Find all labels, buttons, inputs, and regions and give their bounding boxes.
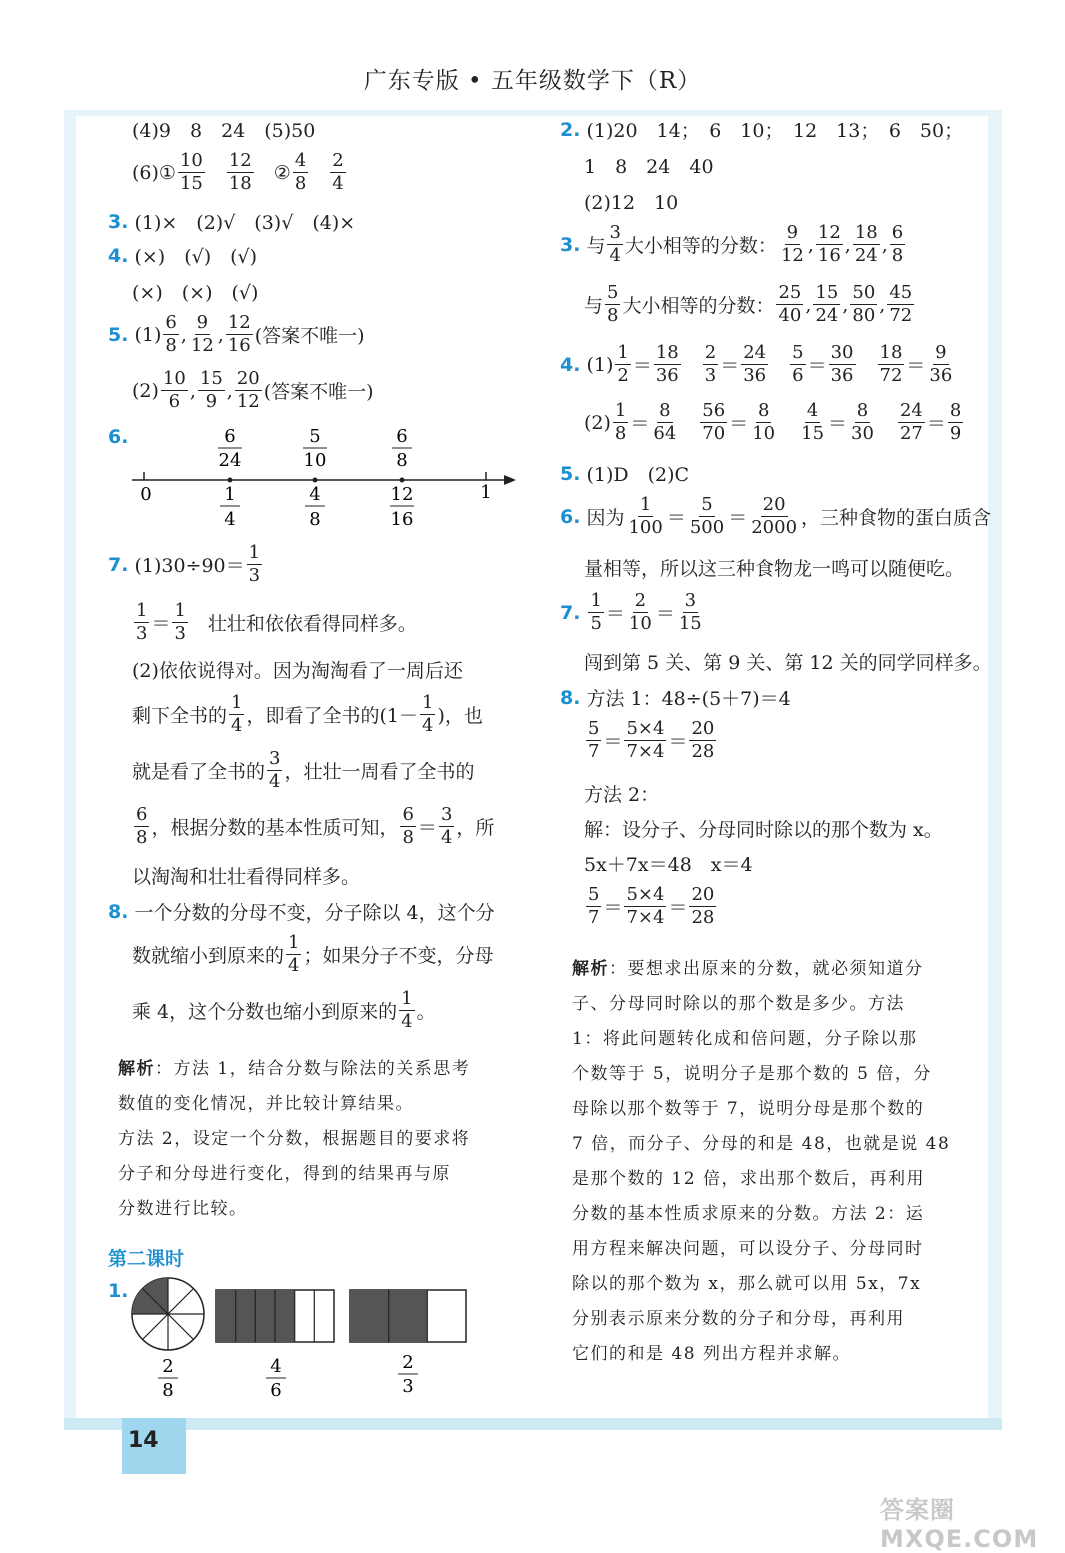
right-explanation: 解析：要想求出原来的分数，就必须知道分 子、分母同时除以的那个数是多少。方法 1：将此问题转化成和倍问题，分子除以那 个数等于 5，说明分子是那个数的 5 倍，分 母除以那个数等于 7，说明分母是那个数的 7 倍，而分子、分母的和是 48，也就是说 48 是那个数的 12 倍，求出那个数后，再利用 分数的基本性质求原来的分数。方法 2：运 用方程来解决问题，可以设分子、分母同时 除以的那个数为 x，那么就可以用 5x，7x 分别表示原来分数的分子和分母，再利用 它们的和是 48 列出方程并求解。: [572, 959, 951, 1364]
question-7-f: $\frac{6}{8}$ ，根据分数的基本性质可知， $\frac{6}{8}$ ＝ $\frac{3}{4}$ ，所: [136, 804, 495, 848]
fraction: $\frac{1}{3}$: [248, 542, 261, 586]
bar-sixths: [216, 1290, 334, 1342]
question-1-label: 1.: [108, 1280, 129, 1302]
svg-text:5: 5: [309, 426, 321, 447]
left-explanation: 解析：方法 1，结合分数与除法的关系思考 数值的变化情况，并比较计算结果。 方法 2，设定一个分数，根据题目的要求将 分子和分母进行变化，得到的结果再与原 分数进行比较。: [118, 1059, 471, 1219]
question-4: 4. (×) (√) (√): [108, 244, 258, 268]
svg-text:4: 4: [309, 484, 321, 505]
fraction: $\frac{1}{3}$: [174, 600, 186, 644]
fraction: $\frac{3}{4}$: [440, 804, 453, 848]
question-7-e: 就是看了全书的 $\frac{3}{4}$ ，壮壮一周看了全书的: [132, 748, 475, 792]
answer-6: (6)① $\frac{10}{15}$ $\frac{12}{18}$ ② $\frac{4}{8}$ $\frac{2}{4}$: [132, 150, 344, 194]
svg-text:2: 2: [402, 1352, 414, 1373]
fraction: $\frac{6}{8}$: [165, 312, 177, 356]
svg-text:0: 0: [140, 484, 152, 505]
svg-text:8: 8: [309, 509, 321, 530]
circle-figure: [132, 1278, 204, 1350]
r-question-5: 5. (1)D (2)C: [560, 462, 690, 486]
fraction: $\frac{45}{72}$: [889, 282, 913, 326]
fraction: $\frac{10}{6}$: [162, 368, 186, 412]
fraction: $\frac{15}{9}$: [199, 368, 223, 412]
fraction: $\frac{12}{16}$: [817, 222, 841, 266]
question-7: 7. (1)30÷90＝ $\frac{1}{3}$: [108, 542, 261, 586]
question-5-part1: 5. (1) $\frac{6}{8}$ , $\frac{9}{12}$ , $\frac{12}{16}$ (答案不唯一): [108, 312, 365, 356]
question-5-part2: (2) $\frac{10}{6}$ , $\frac{15}{9}$ , $\frac{20}{12}$ (答案不唯一): [132, 368, 374, 412]
fraction: $\frac{6}{8}$: [891, 222, 904, 266]
fraction: $\frac{9}{12}$: [780, 222, 804, 266]
question-7-b: $\frac{1}{3}$ ＝ $\frac{1}{3}$ 壮壮和依依看得同样多。: [136, 600, 417, 644]
fraction: $\frac{1}{4}$: [231, 692, 243, 736]
svg-text:8: 8: [396, 450, 408, 471]
svg-text:6: 6: [270, 1380, 282, 1401]
r-question-3-b: 与 $\frac{5}{8}$ 大小相等的分数： $\frac{25}{40}$ , $\frac{15}{24}$ , $\frac{50}{80}$ , $\frac{45}{72}$: [584, 282, 913, 326]
question-8-c: 乘 4，这个分数也缩小到原来的 $\frac{1}{4}$ 。: [132, 988, 436, 1032]
fraction: $\frac{4}{8}$: [294, 150, 307, 194]
question-7-c: (2)依依说得对。因为淘淘看了一周后还: [132, 660, 463, 682]
fraction: $\frac{1}{4}$: [288, 932, 300, 976]
page-title: 广东专版 • 五年级数学下（R）: [363, 68, 702, 94]
r-question-8-c: 方法 2：: [584, 784, 660, 806]
r-question-2-l3: (2)12 10: [584, 192, 679, 214]
r-question-2-l2: 1 8 24 40: [584, 156, 714, 178]
fraction: $\frac{1}{3}$: [136, 600, 148, 644]
svg-text:24: 24: [218, 450, 242, 471]
svg-text:8: 8: [162, 1380, 174, 1401]
fraction: $\frac{50}{80}$: [852, 282, 876, 326]
svg-text:12: 12: [390, 484, 414, 505]
fraction: $\frac{10}{15}$: [179, 150, 203, 194]
fraction: $\frac{20}{12}$: [236, 368, 260, 412]
svg-text:16: 16: [390, 509, 414, 530]
fraction: $\frac{6}{8}$: [136, 804, 148, 848]
r-question-7-b: 闯到第 5 关、第 9 关、第 12 关的同学同样多。: [584, 652, 992, 674]
fraction-figures: [128, 1276, 478, 1406]
question-6-label: 6.: [108, 426, 129, 448]
fraction: $\frac{3}{4}$: [269, 748, 281, 792]
fraction: $\frac{1}{4}$: [401, 988, 413, 1032]
footer-band: [64, 1418, 1002, 1430]
fraction: $\frac{6}{8}$: [402, 804, 414, 848]
svg-text:4: 4: [270, 1356, 282, 1377]
fraction: $\frac{12}{16}$: [227, 312, 251, 356]
fraction: $\frac{3}{4}$: [609, 222, 621, 266]
svg-text:10: 10: [303, 450, 327, 471]
svg-text:1: 1: [224, 484, 236, 505]
answer-4-5: (4)9 8 24 (5)50: [132, 120, 316, 142]
watermark: 答案圈 MXQE.COM: [880, 1496, 1039, 1553]
question-7-d: 剩下全书的 $\frac{1}{4}$ ，即看了全书的(1－ $\frac{1}{4}$ )，也: [132, 692, 483, 736]
question-8: 8. 一个分数的分母不变，分子除以 4，这个分: [108, 900, 495, 924]
fraction: $\frac{9}{12}$: [190, 312, 214, 356]
r-question-6: 6. 因为 $\frac{1}{100}$ ＝ $\frac{5}{500}$ ＝ $\frac{20}{2000}$ ，三种食物的蛋白质含: [560, 494, 992, 538]
r-question-8-b: $\frac{5}{7}$ ＝ $\frac{5\times 4}{7\times 4}$ ＝ $\frac{20}{28}$: [588, 718, 715, 762]
question-7-g: 以淘淘和壮壮看得同样多。: [132, 866, 361, 888]
page-number: 14: [128, 1428, 159, 1453]
r-question-7: 7. $\frac{1}{5}$ ＝ $\frac{2}{10}$ ＝ $\frac{3}{15}$: [560, 590, 702, 634]
r-question-6-b: 量相等，所以这三种食物龙一鸣可以随便吃。: [584, 558, 965, 580]
fraction: $\frac{15}{24}$: [815, 282, 839, 326]
r-question-2: 2. (1)20 14； 6 10； 12 13； 6 50；: [560, 118, 964, 142]
r-question-8-d: 解：设分子、分母同时除以的那个数为 x。: [584, 819, 943, 841]
svg-text:2: 2: [162, 1356, 174, 1377]
fraction: $\frac{1}{4}$: [421, 692, 434, 736]
svg-text:6: 6: [224, 426, 236, 447]
r-question-3-a: 3. 与 $\frac{3}{4}$ 大小相等的分数： $\frac{9}{12}$ , $\frac{12}{16}$ , $\frac{18}{24}$ , $\frac{6}{8}$: [560, 222, 904, 266]
fraction: $\frac{12}{18}$: [228, 150, 252, 194]
svg-text:4: 4: [224, 509, 236, 530]
svg-text:1: 1: [480, 482, 492, 503]
fraction: $\frac{18}{24}$: [854, 222, 878, 266]
svg-text:3: 3: [402, 1376, 414, 1397]
r-question-8-f: $\frac{5}{7}$ ＝ $\frac{5\times 4}{7\times 4}$ ＝ $\frac{20}{28}$: [588, 884, 715, 928]
fraction: $\frac{5}{8}$: [607, 282, 619, 326]
section-title: 第二课时: [108, 1248, 185, 1270]
question-3: 3. (1)× (2)√ (3)√ (4)×: [108, 210, 356, 234]
question-4-row2: (×) (×) (√): [132, 282, 259, 304]
fraction: $\frac{25}{40}$: [778, 282, 802, 326]
r-question-8: 8. 方法 1：48÷(5＋7)＝4: [560, 686, 791, 710]
r-question-4-1: 4. (1) $\frac{1}{2}$ ＝ $\frac{18}{36}$ $\frac{2}{3}$ ＝ $\frac{24}{36}$ $\frac{5}{6}$ ＝ $\frac{30}{36}$ $\frac{18}{72}$ ＝ $\frac{9}{36}$: [560, 342, 953, 386]
number-line: [120, 420, 530, 540]
fraction: $\frac{2}{4}$: [332, 150, 344, 194]
bar-thirds: [350, 1290, 466, 1342]
r-question-4-2: (2) $\frac{1}{8}$ ＝ $\frac{8}{64}$ $\frac{56}{70}$ ＝ $\frac{8}{10}$ $\frac{4}{15}$ ＝ $\frac{8}{30}$ $\frac{24}{27}$ ＝ $\frac{8}{9}$: [584, 400, 962, 444]
question-8-b: 数就缩小到原来的 $\frac{1}{4}$ ；如果分子不变，分母: [132, 932, 494, 976]
svg-text:6: 6: [396, 426, 408, 447]
r-question-8-e: 5x＋7x＝48 x＝4: [584, 854, 753, 876]
